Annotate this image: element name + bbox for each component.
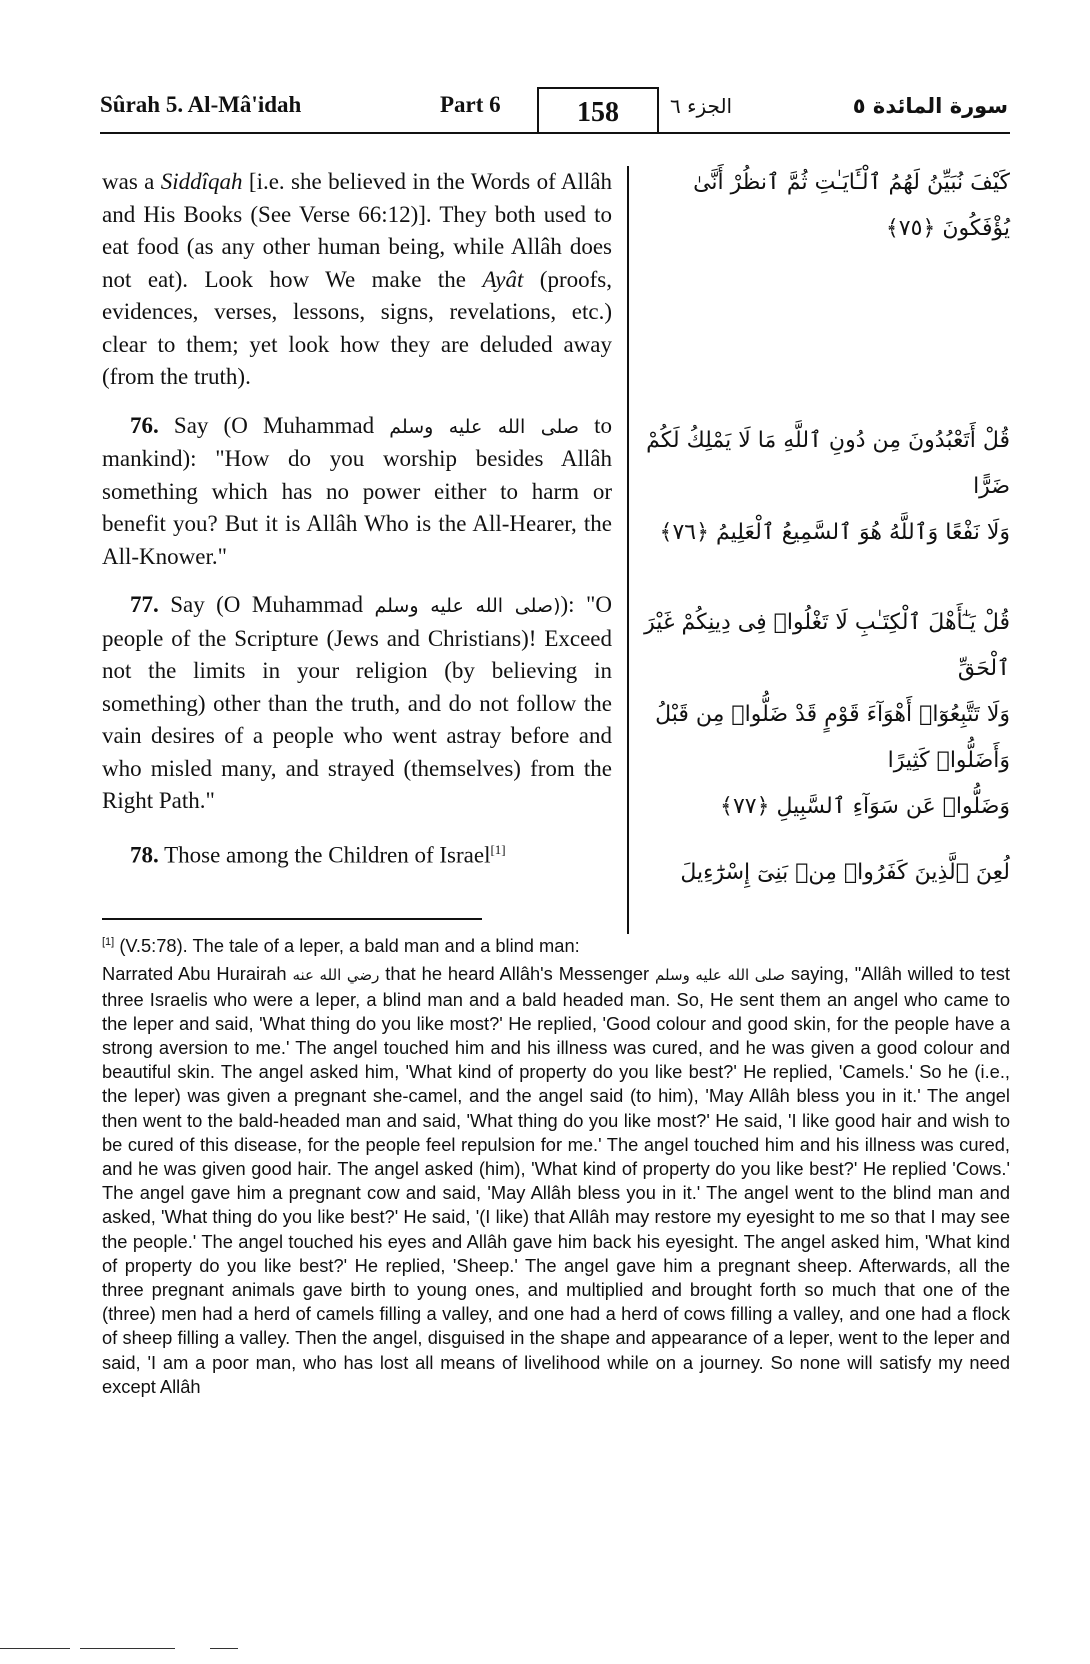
verse-77-arabic <box>640 600 1010 830</box>
footnote-text-3: saying, "Allâh willed to test three Israelis who were a leper, a blind man and a bald headed man. So, He sent them an angel who came to the leper and said, 'What thing do you like most?' He replied, 'Good colour and good skin, for the people have a strong aversion to me.' The angel touched him and his illness was cured, and he was given a good colour and beautiful skin. The angel asked him, 'What kind of property do you like best?' He replied, 'Camels.' So he (i.e., the leper) was given a pregnant she-camel, and the angel said (to him), 'May Allâh bless you in it.' The angel then went to the bald-headed man and said, 'What thing do you like most?' He said, 'I like good hair and wish to be cured of this disease, for the people feel repulsion for me.' The angel touched him and his illness was cured, and he was given good hair. The angel asked (him), 'What kind of property do you like best?' He replied 'Cows.' The angel gave him a pregnant cow and said, 'May Allâh bless you in it.' The angel went to the blind man and asked, 'What thing do you like best?' He said, '(I like) that Allâh may restore my eyesight to me so that I may see the people.' The angel touched his eyes and Allâh gave him back his eyesight. The angel asked him, 'What kind of property do you like best?' He replied, 'Sheep.' The angel gave him a pregnant sheep. Afterwards, all the three pregnant animals gave birth to young ones, and multiplied and brought forth so much that one of the (three) men had a herd of camels filling a valley, and one had a herd of cows filling a valley, and one had a flock of sheep filling a valley. Then the angel, disguised in the shape and appearance of a leper, went to the leper and said, 'I am a poor man, who has lost all means of livelihood while on a journey. So none will satisfy my need except Allâh <box>102 963 1010 1397</box>
verse-76-arabic <box>640 418 1010 556</box>
footnote-radiya: رضي الله عنه <box>292 966 380 985</box>
english-translation-column <box>102 166 612 888</box>
bottom-rule-3 <box>210 1648 238 1649</box>
verse-76-translation <box>102 410 612 574</box>
verse-78-arabic-line-1: لُعِنَ ٱلَّذِينَ كَفَرُوا۟ مِنۢ بَنِىٓ إِسْرَٰٓءِيلَ <box>680 860 1010 885</box>
verse-75-term-ayat: Ayât <box>482 266 524 292</box>
header-part-label: Part 6 <box>440 92 501 117</box>
verse-77-translation <box>102 589 612 818</box>
verse-78-text-1: Those among the Children of Israel <box>158 842 491 868</box>
column-divider <box>627 166 629 934</box>
bottom-rule-2 <box>80 1648 175 1649</box>
footnote-text-1: Narrated Abu Hurairah <box>102 963 293 985</box>
footnote-text-2: that he heard Allâh's Messenger <box>379 963 656 985</box>
verse-75-text-2: [i.e. she believed in the Words of Allâh and His Books (See Verse 66:12)]. They both used to eat food (as any other human being, while Allâh does not eat). Look how We make the <box>102 169 612 292</box>
footnote-mark: [1] <box>102 936 115 948</box>
verse-76-arabic-line-2: وَلَا نَفْعًا وَٱللَّهُ هُوَ ٱلسَّمِيعُ ٱلْعَلِيمُ ﴿٧٦﴾ <box>659 520 1010 545</box>
verse-77-arabic-line-2: وَلَا تَتَّبِعُوٓا۟ أَهْوَآءَ قَوْمٍ قَدْ ضَلُّوا۟ مِن قَبْلُ وَأَضَلُّوا۟ كَثِيرًا <box>655 702 1010 773</box>
verse-76-text-1: Say (O Muhammad <box>158 412 390 438</box>
verse-77-number: 77. <box>130 592 159 617</box>
verse-76-arabic-line-1: قُلْ أَتَعْبُدُونَ مِن دُونِ ٱللَّهِ مَا لَا يَمْلِكُ لَكُمْ ضَرًّا <box>646 428 1010 499</box>
verse-75-text-3: (proofs, evidences, verses, lessons, signs, revelations, etc.) clear to them; yet look how they are deluded away (from the truth). <box>102 266 612 389</box>
running-header <box>100 92 1008 132</box>
page-number-box: 158 <box>537 87 659 134</box>
verse-75-text-1: was a <box>102 169 161 194</box>
verse-77-arabic-line-3: وَضَلُّوا۟ عَن سَوَآءِ ٱلسَّبِيلِ ﴿٧٧﴾ <box>720 794 1010 819</box>
verse-77-text-1: Say (O Muhammad <box>158 592 375 617</box>
verse-77-salawat: (صلى الله عليه وسلم <box>374 595 561 617</box>
verse-75-term-siddiqah: Siddîqah <box>160 169 243 194</box>
header-rule <box>100 132 1010 134</box>
footnote-reference: (V.5:78). The tale of a leper, a bald man and a blind man: <box>114 935 580 957</box>
verse-75-arabic <box>640 160 1010 252</box>
header-juz-arabic: الجزء ٦ <box>670 94 733 118</box>
bottom-rule-1 <box>0 1648 70 1649</box>
verse-76-number: 76. <box>130 412 159 438</box>
footnote-salawat: صلى الله عليه وسلم <box>655 966 785 985</box>
verse-78-arabic <box>640 850 1010 896</box>
verse-78-translation <box>102 834 612 872</box>
verse-77-text-2: ): "O people of the Scripture (Jews and Christians)! Exceed not the limits in your religion (by believing in something) other than the truth, and do not follow the vain desires of a people who went astray before and who misled many, and strayed (themselves) from the Right Path." <box>102 592 612 813</box>
verse-78-number: 78. <box>130 842 159 868</box>
verse-77-arabic-line-1: قُلْ يَـٰٓأَهْلَ ٱلْكِتَـٰبِ لَا تَغْلُوا۟ فِى دِينِكُمْ غَيْرَ ٱلْحَقِّ <box>644 610 1010 681</box>
verse-76-salawat: صلى الله عليه وسلم <box>389 415 579 438</box>
footnote-body <box>102 962 1010 1399</box>
footnote <box>102 930 1010 1399</box>
header-surah-title: Sûrah 5. Al-Mâ'idah <box>100 92 302 117</box>
verse-76-text-2: to mankind): "How do you worship besides Allâh something which has no power either to harm or benefit you? But it is Allâh Who is the All-Hearer, the All-Knower." <box>102 412 613 569</box>
verse-75-translation <box>102 166 612 394</box>
footnote-marker[interactable]: [1] <box>490 841 506 857</box>
footnote-heading <box>102 930 1010 958</box>
header-surah-arabic: سورة المائدة ٥ <box>852 94 1008 118</box>
verse-75-arabic-line-1: كَيْفَ نُبَيِّنُ لَهُمُ ٱلْـَٔايَـٰتِ ثُمَّ ٱنظُرْ أَنَّىٰ يُؤْفَكُونَ ﴿٧٥﴾ <box>693 170 1010 241</box>
footnote-rule <box>102 918 482 920</box>
